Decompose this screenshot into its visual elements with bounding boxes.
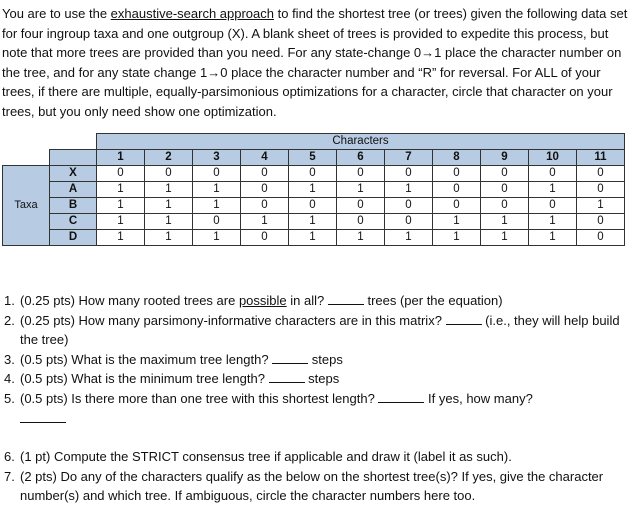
table-row — [3, 230, 625, 246]
possible-link[interactable]: possible — [238, 293, 287, 308]
intro-text-1: You are to use the — [2, 6, 111, 21]
state-cell: 1 — [289, 214, 337, 230]
taxon-label: A — [50, 182, 97, 198]
state-cell: 0 — [481, 166, 529, 182]
answer-blank[interactable] — [328, 291, 364, 305]
state-cell: 0 — [481, 198, 529, 214]
state-cell: 0 — [337, 214, 385, 230]
state-cell: 1 — [97, 230, 145, 246]
state-cell: 0 — [193, 214, 241, 230]
question-text: steps — [304, 371, 340, 387]
state-cell: 0 — [241, 230, 289, 246]
question-3 — [2, 350, 628, 370]
state-cell: 0 — [433, 198, 481, 214]
state-cell: 1 — [193, 182, 241, 198]
characters-title: Characters — [97, 134, 625, 150]
question-text: (0.25 pts) How many rooted trees are — [20, 293, 239, 308]
state-cell: 0 — [529, 198, 577, 214]
state-cell: 1 — [289, 230, 337, 246]
question-text: in all? — [286, 293, 328, 308]
question-text: trees (per the equation) — [363, 293, 503, 308]
question-number: 7. — [4, 468, 15, 484]
state-cell: 1 — [145, 198, 193, 214]
right-arrow-icon: → — [421, 45, 435, 61]
question-text: If yes, how many? — [424, 390, 533, 406]
intro-text-4: 0 place the character number and “R” for reversal. For ALL of your trees, if there are multiple, equally-parsimonious optimizations for a character, circle that character on your trees, but you only need show one optimization. — [2, 64, 613, 119]
character-matrix — [2, 133, 625, 246]
exhaustive-search-link[interactable]: exhaustive-search approach — [110, 6, 274, 21]
answer-blank[interactable] — [446, 311, 482, 325]
answer-blank[interactable] — [378, 389, 424, 403]
instructions-paragraph — [2, 4, 628, 122]
taxa-label: Taxa — [3, 166, 50, 246]
question-number: 1. — [4, 293, 15, 308]
right-arrow-icon: → — [207, 64, 221, 80]
question-number: 2. — [4, 312, 15, 328]
taxon-label: D — [50, 230, 97, 246]
intro-text-3: 1 place the character number on the tree, and for any state change 1 — [2, 45, 622, 80]
character-header: 3 — [193, 150, 241, 166]
table-row — [3, 198, 625, 214]
state-cell: 0 — [97, 166, 145, 182]
state-cell: 1 — [97, 214, 145, 230]
state-cell: 0 — [193, 166, 241, 182]
state-cell: 0 — [289, 198, 337, 214]
character-header: 2 — [145, 150, 193, 166]
state-cell: 1 — [145, 230, 193, 246]
state-cell: 0 — [385, 166, 433, 182]
state-cell: 0 — [337, 166, 385, 182]
question-text: (0.5 pts) What is the maximum tree length? — [20, 351, 273, 367]
state-cell: 1 — [97, 182, 145, 198]
character-header: 5 — [289, 150, 337, 166]
state-cell: 1 — [193, 230, 241, 246]
question-text: (2 pts) Do any of the characters qualify as the below on the shortest tree(s)? If yes, give the character number(s) and which tree. If ambiguous, circle the character numbers here too. — [20, 468, 604, 504]
blank-cell — [3, 134, 50, 150]
state-cell: 1 — [481, 230, 529, 246]
state-cell: 0 — [577, 230, 625, 246]
character-header: 7 — [385, 150, 433, 166]
question-4 — [2, 369, 628, 389]
state-cell: 0 — [337, 198, 385, 214]
state-cell: 0 — [433, 166, 481, 182]
state-cell: 1 — [145, 214, 193, 230]
state-cell: 1 — [289, 182, 337, 198]
state-cell: 1 — [529, 182, 577, 198]
state-cell: 1 — [433, 214, 481, 230]
state-cell: 0 — [577, 182, 625, 198]
state-cell: 1 — [337, 230, 385, 246]
taxon-label: B — [50, 198, 97, 214]
question-text: (0.25 pts) How many parsimony-informative characters are in this matrix? — [20, 312, 446, 328]
state-cell: 0 — [577, 214, 625, 230]
spacer — [2, 428, 628, 447]
blank-cell — [3, 150, 50, 166]
state-cell: 1 — [193, 198, 241, 214]
character-header: 6 — [337, 150, 385, 166]
answer-blank[interactable] — [272, 350, 308, 364]
character-header: 11 — [577, 150, 625, 166]
question-1 — [2, 291, 628, 311]
question-number: 5. — [4, 390, 15, 406]
state-cell: 1 — [529, 230, 577, 246]
character-header: 10 — [529, 150, 577, 166]
table-row — [3, 166, 625, 182]
state-cell: 1 — [97, 198, 145, 214]
state-cell: 1 — [529, 214, 577, 230]
taxon-label: X — [50, 166, 97, 182]
question-text: (0.5 pts) What is the minimum tree length? — [20, 371, 269, 387]
state-cell: 0 — [385, 198, 433, 214]
state-cell: 0 — [385, 214, 433, 230]
state-cell: 1 — [241, 214, 289, 230]
state-cell: 0 — [433, 182, 481, 198]
state-cell: 1 — [145, 182, 193, 198]
state-cell: 0 — [241, 182, 289, 198]
character-header: 4 — [241, 150, 289, 166]
question-number: 6. — [4, 449, 15, 465]
intro-text-2: to find the shortest tree (or trees) given the following data set for four ingroup taxa and one outgroup (X). A blank sheet of trees is provided to expedite this process, but note that more trees are provided than you need. For any state-change 0 — [2, 6, 628, 61]
question-text: steps — [308, 351, 343, 367]
question-list — [2, 291, 628, 506]
state-cell: 0 — [529, 166, 577, 182]
question-2 — [2, 311, 628, 350]
table-row — [3, 214, 625, 230]
question-7 — [2, 467, 628, 506]
state-cell: 0 — [241, 198, 289, 214]
state-cell: 0 — [241, 166, 289, 182]
state-cell: 1 — [385, 230, 433, 246]
state-cell: 1 — [337, 182, 385, 198]
question-text: (0.5 pts) Is there more than one tree with this shortest length? — [20, 390, 379, 406]
state-cell: 0 — [145, 166, 193, 182]
question-text: (i.e., they will help build the tree) — [20, 312, 620, 348]
state-cell: 0 — [289, 166, 337, 182]
corner-cell — [50, 150, 97, 166]
taxon-label: C — [50, 214, 97, 230]
state-cell: 1 — [577, 198, 625, 214]
state-cell: 1 — [481, 214, 529, 230]
state-cell: 0 — [481, 182, 529, 198]
state-cell: 1 — [433, 230, 481, 246]
character-header: 1 — [97, 150, 145, 166]
question-text: (1 pt) Compute the STRICT consensus tree if applicable and draw it (label it as such). — [20, 449, 512, 465]
question-6 — [2, 447, 628, 467]
question-5-count-line — [2, 409, 628, 429]
blank-cell — [50, 134, 97, 150]
answer-blank[interactable] — [269, 369, 305, 383]
state-cell: 1 — [385, 182, 433, 198]
character-header: 8 — [433, 150, 481, 166]
table-row — [3, 182, 625, 198]
state-cell: 0 — [577, 166, 625, 182]
question-5 — [2, 389, 628, 409]
character-header: 9 — [481, 150, 529, 166]
answer-blank[interactable] — [20, 409, 66, 423]
question-number: 4. — [4, 371, 15, 387]
question-number: 3. — [4, 351, 15, 367]
